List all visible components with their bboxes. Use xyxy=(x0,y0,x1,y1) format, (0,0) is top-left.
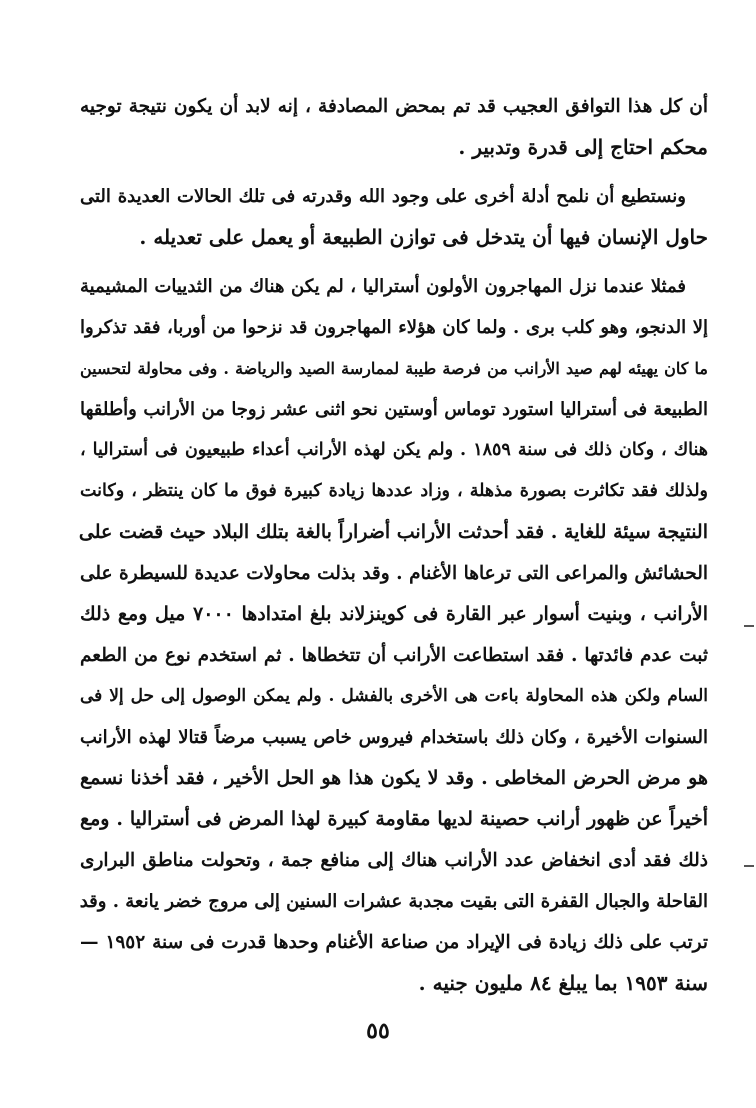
text-line: الحشائش والمراعى التى ترعاها الأغنام . وقد بذلت محاولات عديدة للسيطرة على xyxy=(80,563,708,584)
text-line: حاول الإنسان فيها أن يتدخل فى توازن الطبيعة أو يعمل على تعديله . xyxy=(139,225,708,249)
text-line: ترتب على ذلك زيادة فى الإيراد من صناعة الأغنام وحدها قدرت فى سنة ١٩٥٢ — xyxy=(80,932,708,953)
text-line: القاحلة والجبال القفرة التى بقيت مجدبة عشرات السنين إلى مروج خضر يانعة . وقد xyxy=(79,891,708,912)
text-line: الأرانب ، وبنيت أسوار عبر القارة فى كوينزلاند بلغ امتدادها ٧٠٠٠ ميل ومع ذلك xyxy=(80,603,708,625)
text-line: السام ولكن هذه المحاولة باءت هى الأخرى بالفشل . ولم يمكن الوصول إلى حل إلا فى xyxy=(80,686,708,706)
text-line: محكم احتاج إلى قدرة وتدبير . xyxy=(458,135,708,159)
text-line: هو مرض الحرض المخاطى . وقد لا يكون هذا هو الحل الأخير ، فقد أخذنا نسمع xyxy=(80,767,708,789)
text-line: سنة ١٩٥٣ بما يبلغ ٨٤ مليون جنيه . xyxy=(418,971,708,995)
paragraph-1 xyxy=(80,86,708,168)
paragraph-2 xyxy=(80,176,708,258)
text-line: هناك ، وكان ذلك فى سنة ١٨٥٩ . ولم يكن لهذه الأرانب أعداء طبيعيون فى أستراليا ، xyxy=(80,440,708,460)
text-line: أخيراً عن ظهور أرانب حصينة لديها مقاومة كبيرة لهذا المرض فى أستراليا . ومع xyxy=(80,808,708,830)
text-line: السنوات الأخيرة ، وكان ذلك باستخدام فيروس خاص يسبب مرضاً قتالا لهذه الأرانب xyxy=(80,727,708,748)
text-line: إلا الدنجو، وهو كلب برى . ولما كان هؤلاء المهاجرون قد نزحوا من أوربا، فقد تذكروا xyxy=(80,317,708,338)
paragraph-3 xyxy=(80,266,708,1004)
text-line: ذلك فقد أدى انخفاض عدد الأرانب هناك إلى منافع جمة ، وتحولت مناطق البرارى xyxy=(80,850,708,871)
text-line: فمثلا عندما نزل المهاجرون الأولون أستراليا ، لم يكن هناك من الثدييات المشيمية xyxy=(80,276,686,297)
text-line: النتيجة سيئة للغاية . فقد أحدثت الأرانب أضراراً بالغة بتلك البلاد حيث قضت على xyxy=(78,521,708,543)
text-line: ولذلك فقد تكاثرت بصورة مذهلة ، وزاد عددها زيادة كبيرة فوق ما كان ينتظر ، وكانت xyxy=(80,481,708,501)
margin-mark xyxy=(744,865,754,867)
text-line: ما كان يهيئه لهم صيد الأرانب من فرصة طيبة لممارسة الصيد والرياضة . وفى محاولة لتحسين xyxy=(80,359,709,378)
text-line: أن كل هذا التوافق العجيب قد تم بمحض المصادفة ، إنه لابد أن يكون نتيجة توجيه xyxy=(80,96,708,117)
text-line: ونستطيع أن نلمح أدلة أخرى على وجود الله وقدرته فى تلك الحالات العديدة التى xyxy=(80,186,686,207)
text-line: ثبت عدم فائدتها . فقد استطاعت الأرانب أن تتخطاها . ثم استخدم نوع من الطعم xyxy=(80,645,708,666)
page-number: ٥٥ xyxy=(366,1018,390,1044)
text-line: الطبيعة فى أستراليا استورد توماس أوستين نحو اثنى عشر زوجا من الأرانب وأطلقها xyxy=(80,399,708,420)
margin-mark xyxy=(744,625,754,627)
